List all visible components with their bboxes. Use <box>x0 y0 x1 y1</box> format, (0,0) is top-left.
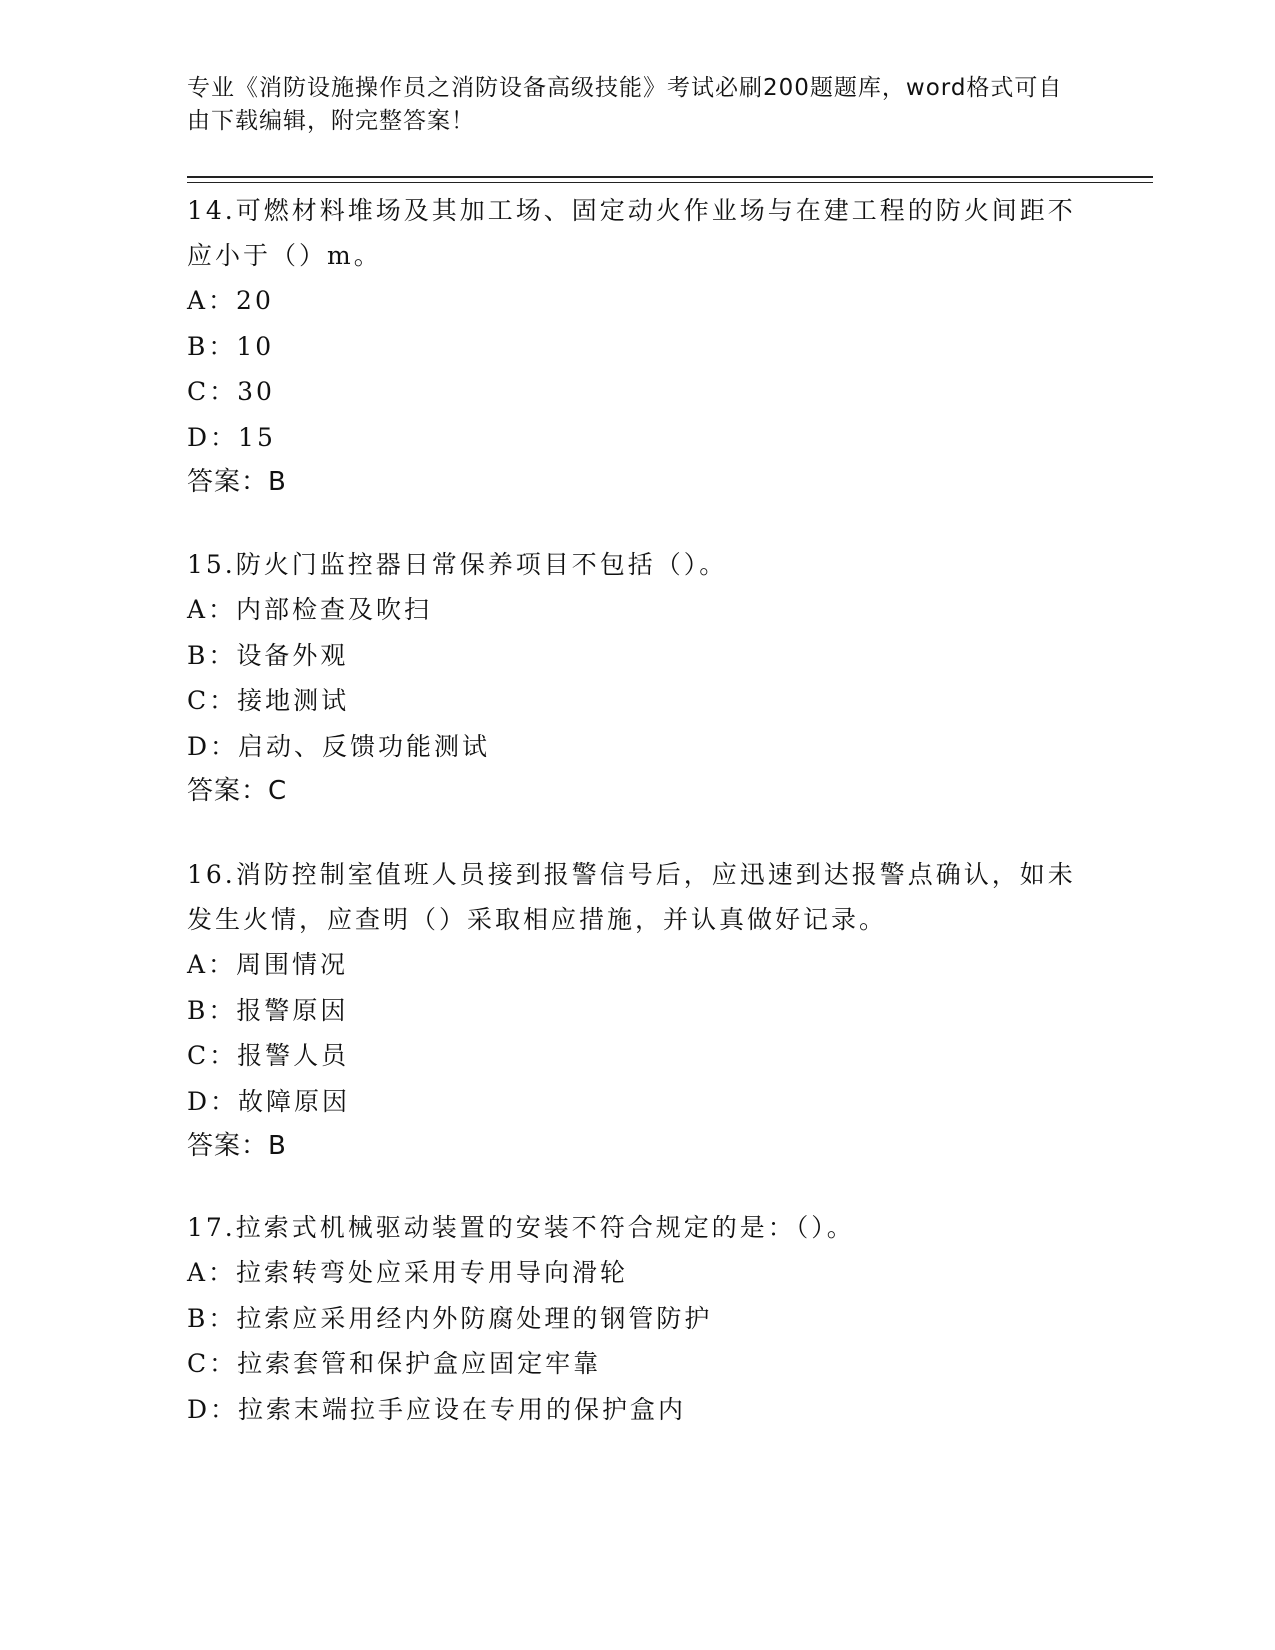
answer-line <box>187 1124 1077 1168</box>
document-header: 专业《消防设施操作员之消防设备高级技能》考试必刷200题题库，word格式可自由下载编辑，附完整答案！ <box>187 75 1063 134</box>
answer-value: C <box>268 776 288 806</box>
option-a: A：内部检查及吹扫 <box>187 595 433 624</box>
question-stem: 14.可燃材料堆场及其加工场、固定动火作业场与在建工程的防火间距不应小于（）m。 <box>187 196 1076 270</box>
option-c: C：报警人员 <box>187 1041 350 1070</box>
answer-value: B <box>268 1131 287 1161</box>
header-divider-thick <box>187 176 1153 178</box>
question-stem: 16.消防控制室值班人员接到报警信号后，应迅速到达报警点确认，如未发生火情，应查明（）采取相应措施，并认真做好记录。 <box>187 860 1076 934</box>
answer-label: 答案： <box>187 467 269 497</box>
option-d: D：15 <box>187 422 276 452</box>
answer-line <box>187 769 1077 813</box>
option-c: C：拉索套管和保护盒应固定牢靠 <box>187 1349 602 1378</box>
header-divider-thin <box>187 182 1153 183</box>
question-16 <box>187 852 1077 1168</box>
option-b: B：报警原因 <box>187 995 349 1025</box>
option-c: C：30 <box>187 377 275 406</box>
option-b: B：拉索应采用经内外防腐处理的钢管防护 <box>187 1303 713 1333</box>
option-c: C：接地测试 <box>187 686 350 715</box>
answer-label: 答案： <box>187 1131 269 1161</box>
option-a: A：拉索转弯处应采用专用导向滑轮 <box>187 1258 629 1287</box>
option-b: B：10 <box>187 331 275 361</box>
answer-value: B <box>268 467 287 497</box>
answer-line <box>187 460 1077 504</box>
question-14 <box>187 188 1077 504</box>
option-b: B：设备外观 <box>187 640 349 670</box>
option-d: D：故障原因 <box>187 1086 351 1116</box>
option-d: D：拉索末端拉手应设在专用的保护盒内 <box>187 1394 687 1424</box>
option-d: D：启动、反馈功能测试 <box>187 731 491 761</box>
option-a: A：周围情况 <box>187 950 349 979</box>
option-a: A：20 <box>187 286 274 315</box>
question-17 <box>187 1205 1077 1432</box>
question-stem: 15.防火门监控器日常保养项目不包括（）。 <box>187 550 728 579</box>
question-15 <box>187 542 1077 813</box>
question-stem: 17.拉索式机械驱动装置的安装不符合规定的是：（）。 <box>187 1213 855 1242</box>
answer-label: 答案： <box>187 776 269 806</box>
